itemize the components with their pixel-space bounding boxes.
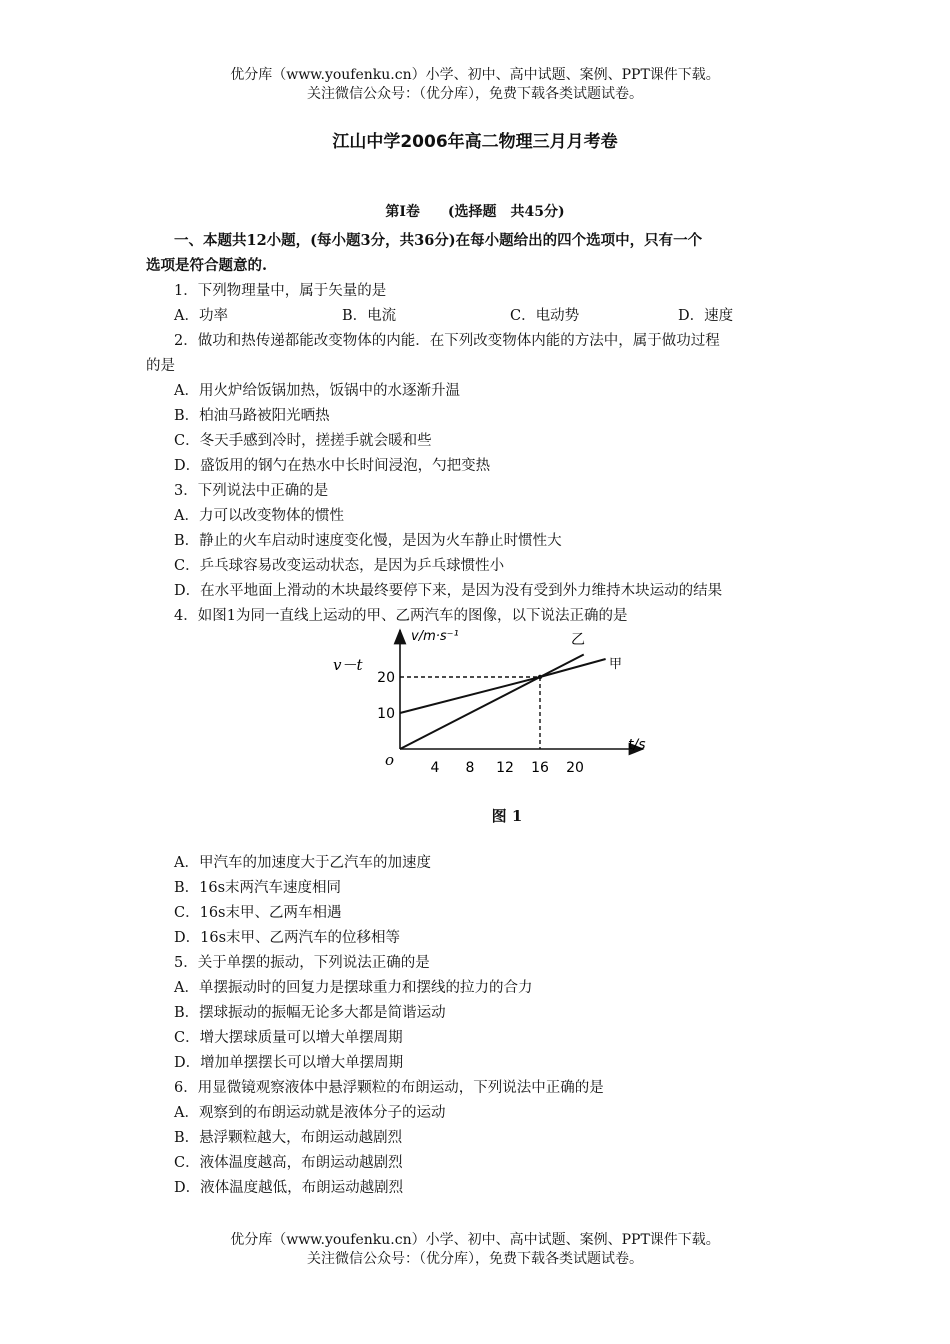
series-label-yi: 乙 (571, 632, 585, 648)
origin-label: o (385, 751, 395, 769)
q6-option-c: C．液体温度越高，布朗运动越剧烈 (174, 1155, 403, 1171)
instruction-line-1: 一、本题共12小题，(每小题3分，共36分)在每小题给出的四个选项中，只有一个 (174, 232, 703, 249)
intersection-point (538, 675, 542, 679)
q3-option-d: D．在水平地面上滑动的木块最终要停下来，是因为没有受到外力维持木块运动的结果 (174, 583, 723, 599)
header-line-1: 优分库（www.youfenku.cn）小学、初中、高中试题、案例、PPT课件下载。 (230, 67, 720, 83)
instruction-line-2: 选项是符合题意的. (146, 257, 268, 274)
q2-option-a: A．用火炉给饭锅加热，饭锅中的水逐渐升温 (174, 383, 460, 399)
y-axis-label: v/m·s⁻¹ (411, 629, 459, 644)
q6-option-a: A．观察到的布朗运动就是液体分子的运动 (174, 1105, 446, 1121)
q5-option-c: C．增大摆球质量可以增大单摆周期 (174, 1030, 403, 1046)
q4-option-b: B．16s末两汽车速度相同 (174, 880, 342, 896)
q4-stem: 4．如图1为同一直线上运动的甲、乙两汽车的图像，以下说法正确的是 (174, 608, 628, 624)
q3-option-c: C．乒乓球容易改变运动状态，是因为乒乓球惯性小 (174, 558, 505, 574)
q5-option-b: B．摆球振动的振幅无论多大都是简谐运动 (174, 1005, 446, 1021)
series-line-yi (400, 655, 584, 750)
x-tick-label: 20 (566, 760, 584, 776)
q5-stem: 5．关于单摆的振动，下列说法正确的是 (174, 955, 430, 971)
q5-option-d: D．增加单摆摆长可以增大单摆周期 (174, 1055, 404, 1071)
q6-option-b: B．悬浮颗粒越大，布朗运动越剧烈 (174, 1130, 403, 1146)
x-axis-label: t/s (628, 737, 646, 753)
page-footer (0, 1231, 950, 1269)
exam-title: 江山中学2006年高二物理三月月考卷 (332, 132, 618, 152)
q6-option-d: D．液体温度越低，布朗运动越剧烈 (174, 1180, 404, 1196)
q1-options (174, 304, 846, 325)
q2-stem-2: 的是 (146, 358, 175, 374)
q3-option-a: A．力可以改变物体的惯性 (174, 508, 344, 524)
figure-caption: 图 1 (491, 807, 523, 825)
q2-option-c: C．冬天手感到冷时，搓搓手就会暖和些 (174, 433, 432, 449)
y-tick-label: 10 (377, 706, 395, 722)
section-heading: 第Ⅰ卷 (选择题 共45分) (385, 204, 565, 220)
q3-option-b: B．静止的火车启动时速度变化慢，是因为火车静止时惯性大 (174, 533, 562, 549)
q3-stem: 3．下列说法中正确的是 (174, 483, 329, 499)
q6-stem: 6．用显微镜观察液体中悬浮颗粒的布朗运动，下列说法中正确的是 (174, 1080, 604, 1096)
footer-line-2: 关注微信公众号：（优分库），免费下载各类试题试卷。 (307, 1251, 643, 1267)
q2-option-d: D．盛饭用的钢勺在热水中长时间浸泡，勺把变热 (174, 458, 491, 474)
y-tick-label: 20 (377, 670, 395, 686)
q1-option-d: D．速度 (678, 308, 734, 324)
q1-option-b: B．电流 (342, 308, 397, 324)
x-tick-label: 8 (465, 760, 475, 776)
vt-graph (325, 622, 655, 794)
q1-option-a: A．功率 (174, 308, 228, 324)
q2-stem-1: 2．做功和热传递都能改变物体的内能．在下列改变物体内能的方法中，属于做功过程 (174, 333, 720, 349)
graph-type-label: v－t (333, 656, 363, 674)
q1-stem: 1．下列物理量中，属于矢量的是 (174, 283, 387, 299)
series-label-jia: 甲 (609, 657, 623, 672)
x-tick-label: 12 (496, 760, 514, 776)
x-tick-label: 4 (430, 760, 440, 776)
q5-option-a: A．单摆振动时的回复力是摆球重力和摆线的拉力的合力 (174, 980, 533, 996)
q4-option-c: C．16s末甲、乙两车相遇 (174, 905, 342, 921)
q4-option-a: A．甲汽车的加速度大于乙汽车的加速度 (174, 855, 431, 871)
q2-option-b: B．柏油马路被阳光晒热 (174, 408, 330, 424)
q4-option-d: D．16s末甲、乙两汽车的位移相等 (174, 930, 401, 946)
q1-option-c: C．电动势 (510, 308, 580, 324)
header-line-2: 关注微信公众号：（优分库），免费下载各类试题试卷。 (307, 86, 643, 102)
x-tick-label: 16 (531, 760, 549, 776)
page-header (0, 66, 950, 104)
series-line-jia (400, 659, 606, 713)
footer-line-1: 优分库（www.youfenku.cn）小学、初中、高中试题、案例、PPT课件下载。 (230, 1232, 720, 1248)
